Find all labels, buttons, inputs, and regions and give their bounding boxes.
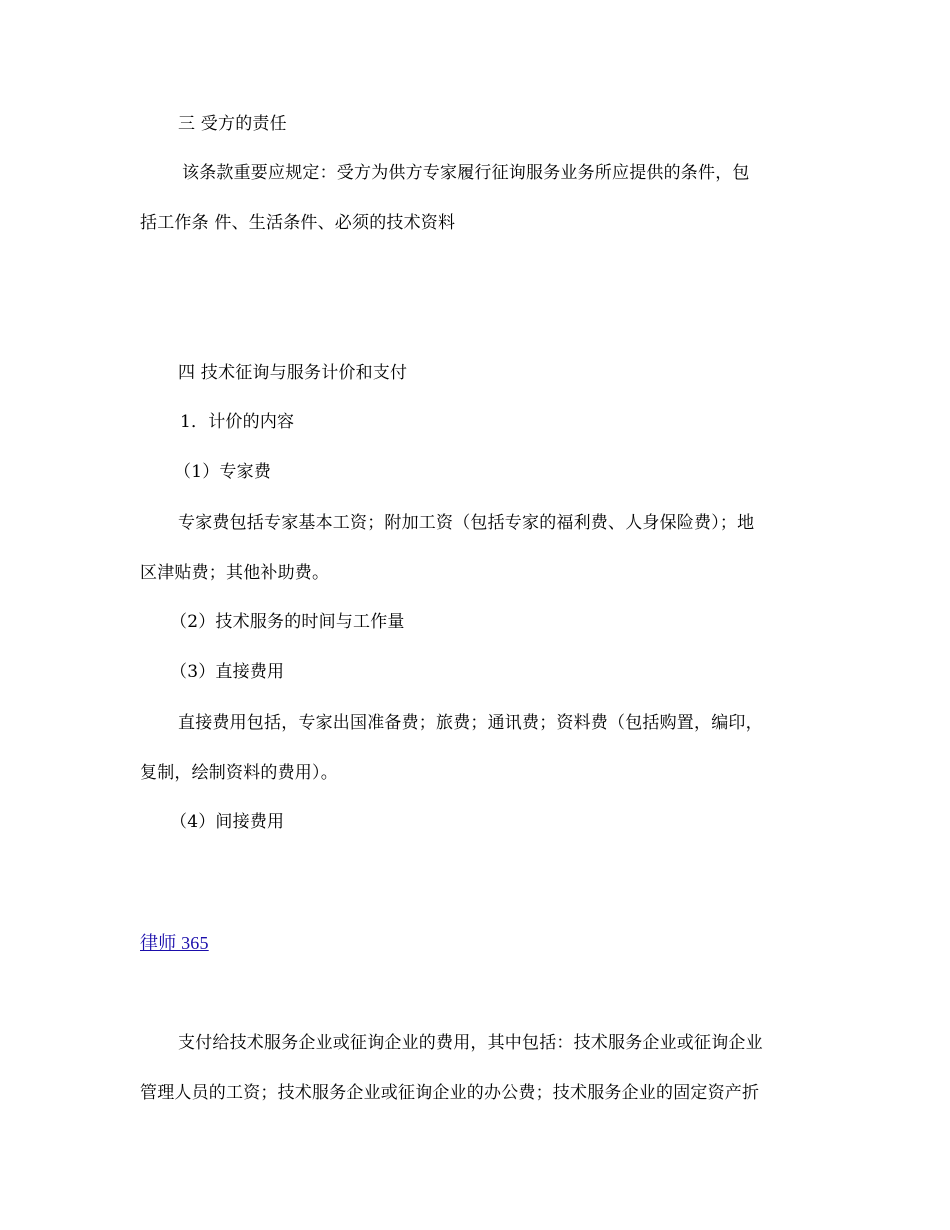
item-expert-fee: （1）专家费 (174, 462, 272, 482)
subheading-pricing-content: 1．计价的内容 (180, 412, 295, 432)
section-heading-3: 三 受方的责任 (178, 114, 287, 134)
lawyer365-link[interactable]: 律师 365 (140, 933, 209, 953)
indirect-cost-line-2: 管理人员的工资；技术服务企业或征询企业的办公费；技术服务企业的固定资产折 (140, 1083, 760, 1103)
expert-fee-line-2: 区津贴费；其他补助费。 (140, 563, 330, 583)
item-time-workload: （2）技术服务的时间与工作量 (170, 612, 405, 632)
indirect-cost-line-1: 支付给技术服务企业或征询企业的费用，其中包括：技术服务企业或征询企业 (178, 1033, 763, 1053)
item-indirect-cost: （4）间接费用 (170, 812, 285, 832)
direct-cost-line-2: 复制，绘制资料的费用）。 (140, 763, 338, 783)
section-heading-4: 四 技术征询与服务计价和支付 (178, 363, 408, 383)
expert-fee-line-1: 专家费包括专家基本工资；附加工资（包括专家的福利费、人身保险费）；地 (178, 513, 755, 533)
paragraph-3-line-2: 括工作条 件、生活条件、必须的技术资料 (140, 213, 456, 233)
paragraph-3-line-1: 该条款重要应规定：受方为供方专家履行征询服务业务所应提供的条件，包 (182, 163, 750, 183)
item-direct-cost: （3）直接费用 (170, 662, 285, 682)
direct-cost-line-1: 直接费用包括，专家出国准备费；旅费；通讯费；资料费（包括购置，编印， (178, 713, 763, 733)
